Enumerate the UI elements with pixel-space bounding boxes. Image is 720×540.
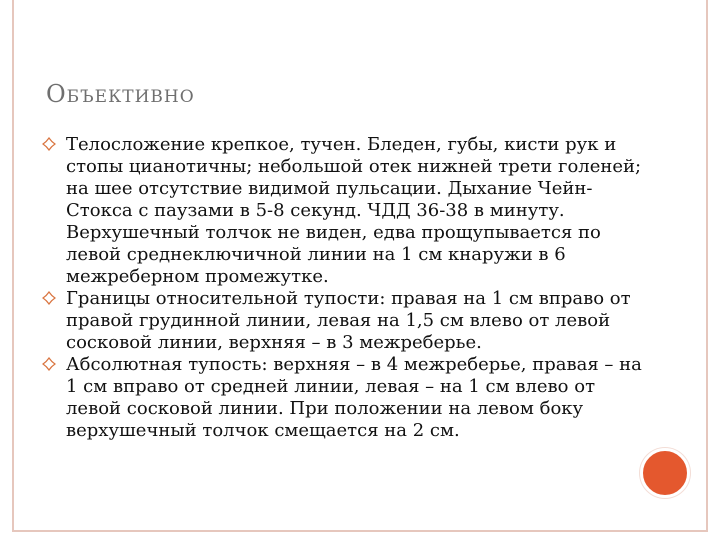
bullet-item: [42, 134, 642, 288]
bullet-text: Границы относительной тупости: правая на 1 см вправо от правой грудинной линии, левая на 1,5 см влево от левой сосковой линии, верхняя – в 3 межреберье.: [66, 288, 631, 353]
decorative-bullet-icon: [42, 137, 56, 151]
bullet-item: [42, 288, 642, 354]
slide-title: Объективно: [46, 80, 195, 108]
decorative-bullet-icon: [42, 357, 56, 371]
bullet-item: [42, 354, 642, 442]
bullet-text: Телосложение крепкое, тучен. Бледен, губы, кисти рук и стопы цианотичны; небольшой отек нижней трети голеней; на шее отсутствие видимой пульсации. Дыхание Чейн-Стокса с паузами в 5-8 секунд. ЧДД 36-38 в минуту. Верхушечный толчок не виден, едва прощупывается по левой среднеключичной линии на 1 см кнаружи в 6 межреберном промежутке.: [66, 134, 642, 287]
orange-circle-accent: [640, 448, 690, 498]
bullet-text: Абсолютная тупость: верхняя – в 4 межреберье, правая – на 1 см вправо от средней линии, левая – на 1 см влево от левой сосковой линии. При положении на левом боку верхушечный толчок смещается на 2 см.: [66, 354, 642, 441]
decorative-bullet-icon: [42, 291, 56, 305]
bullet-list: [42, 134, 642, 442]
